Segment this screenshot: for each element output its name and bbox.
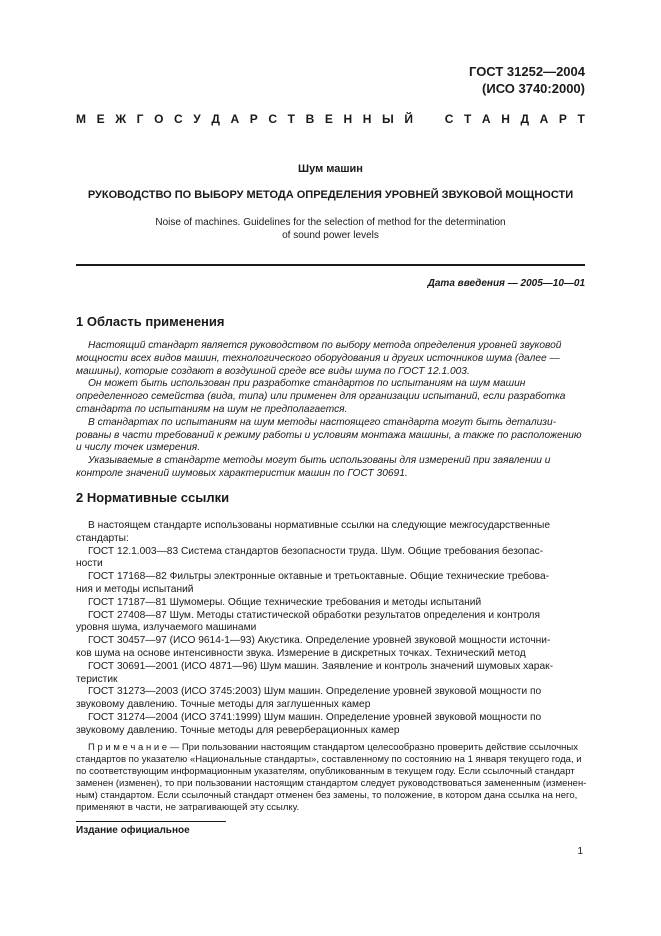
text-line: В настоящем стандарте использованы нормативные ссылки на следующие межгосударственные [88,520,551,531]
text-line: ности [76,558,103,570]
note-line: П р и м е ч а н и е — При пользовании настоящим стандартом целесообразно проверить действие ссылочных [88,742,579,753]
document-title: РУКОВОДСТВО ПО ВЫБОРУ МЕТОДА ОПРЕДЕЛЕНИЯ УРОВНЕЙ ЗВУКОВОЙ МОЩНОСТИ [87,189,574,201]
banner-letter: Р [249,112,258,126]
banner-letter: А [539,112,549,126]
text-line: контроле значений шумовых характеристик машин по ГОСТ 30691. [76,467,408,479]
reference-line: ГОСТ 31274—2004 (ИСО 3741:1999) Шум машин. Определение уровней звуковой мощности по [88,711,542,723]
text-line: стандарты: [76,532,129,544]
iso-number: (ИСО 3740:2000) [482,81,585,96]
reference-line: ГОСТ 30457—97 (ИСО 9614-1—93) Акустика. Определение уровней звуковой мощности источни- [88,635,551,647]
reference-line: ГОСТ 17168—82 Фильтры электронные октавные и третьоктавные. Общие технические требова- [88,571,550,583]
note-line: по соответствующим информационным указателям, опубликованным в текущем году. Если ссылочный стандарт [76,766,575,777]
text-line: Указываемые в стандарте методы могут быть использованы для измерений при заявлении и [88,455,551,467]
standard-header [469,63,585,97]
text-line: теристик [76,673,118,685]
reference-line: ГОСТ 31273—2003 (ИСО 3745:2003) Шум машин. Определение уровней звуковой мощности по [88,686,542,698]
section-2-heading: 2 Нормативные ссылки [76,490,230,505]
reference-line: ГОСТ 17187—81 Шумомеры. Общие технические требования и методы испытаний [88,596,482,608]
banner-letter: Е [96,112,105,126]
banner-letter: Г [136,112,144,126]
english-title-line: of sound power levels [282,230,379,241]
reference-line: ГОСТ 27408—87 Шум. Методы статистической обработки результатов определения и контроля [88,609,540,621]
note-line: стандартов по указателю «Национальные стандарты», составленному по состоянию на 1 января текущего года, и [76,754,582,765]
text-line: мощности всех видов машин, технологического оборудования и других источников шума (далее — [76,352,560,364]
english-title [76,216,585,242]
text-line: ков шума на основе интенсивности звука. Измерение в дискретных точках. Технический метод [76,647,526,659]
section-2-note [76,742,585,814]
text-line: В стандартах по испытаниям на шум методы настоящего стандарта могут быть детализи- [88,416,557,428]
text-line: звуковому давлению. Точные методы для заглушенных камер [76,699,371,711]
banner-letter: С [268,112,278,126]
text-line: машины), которые создают в воздушной среде все виды шума по ГОСТ 12.1.003. [76,365,470,377]
banner-letter: Н [362,112,372,126]
section-1-heading: 1 Область применения [76,314,225,329]
text-line: рованы в части требований к режиму работы и условиям монтажа машины, а также по расположению [76,429,582,441]
banner-letter: В [305,112,315,126]
banner-letter: А [481,112,491,126]
page-number: 1 [577,846,583,857]
title-divider [76,264,585,266]
text-line: звуковому давлению. Точные методы для реверберационных камер [76,724,400,736]
banner-letter: С [174,112,183,126]
banner-letter: Т [287,112,295,126]
banner-letter: Й [404,112,413,126]
banner-letter: У [193,112,201,126]
interstate-standard-banner [76,112,585,126]
banner-letter: Д [520,112,530,126]
footer-divider [76,821,226,822]
introduction-date: Дата введения — 2005—10—01 [427,278,585,289]
reference-line: ГОСТ 12.1.003—83 Система стандартов безопасности труда. Шум. Общие требования безопас- [88,545,544,557]
banner-letter: Д [211,112,220,126]
banner-letter: Н [343,112,353,126]
text-line: Он может быть использован при разработке стандартов по испытаниям на шум машин [88,378,526,390]
text-line: Настоящий стандарт является руководством по выбору метода определения уровней звуковой [88,340,562,351]
note-line: заменен (изменен), то при пользовании настоящим стандартом следует руководствоваться замененным (изменен- [76,778,587,789]
official-edition-label: Издание официальное [76,825,190,836]
banner-letter: А [230,112,240,126]
document-subtitle: Шум машин [298,163,363,175]
banner-letter: Т [463,112,472,126]
banner-letter: Ы [381,112,394,126]
banner-letter: Ж [115,112,127,126]
note-line: применяют в части, не затрагивающей эту ссылку. [76,802,300,813]
banner-letter: Е [324,112,333,126]
text-line: и числу точек измерения. [76,442,201,454]
section-1-body [76,340,585,481]
note-line: ным) стандартом. Если ссылочный стандарт отменен без замены, то положение, в котором дана ссылка на него, [76,790,578,801]
text-line: уровня шума, излучаемого машинами [76,622,257,634]
reference-line: ГОСТ 30691—2001 (ИСО 4871—96) Шум машин. Заявление и контроль значений шумовых харак- [88,660,553,672]
banner-letter: О [154,112,164,126]
banner-letter: Т [577,112,585,126]
banner-letter: Р [558,112,567,126]
section-2-body [76,520,585,738]
english-title-line: Noise of machines. Guidelines for the selection of method for the determination [155,217,506,228]
text-line: стандарта по испытаниям на шум не предполагается. [76,403,348,415]
banner-letter: М [76,112,86,126]
text-line: ния и методы испытаний [76,583,194,595]
banner-letter: С [444,112,454,126]
text-line: определенного семейства (вида, типа) или применен для организации испытаний, если разработка [76,391,566,403]
banner-letter: Н [501,112,510,126]
standard-number: ГОСТ 31252—2004 [469,64,585,79]
